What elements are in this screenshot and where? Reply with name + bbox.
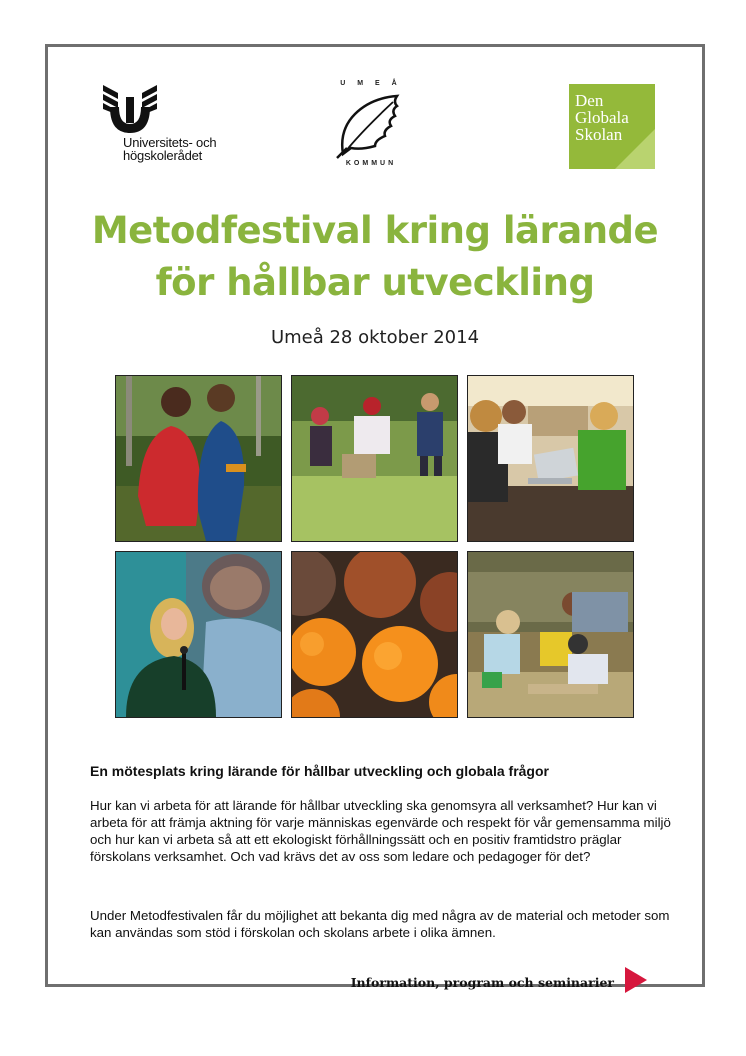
birch-leaf-icon — [331, 90, 411, 160]
gs-line1: Den — [575, 91, 604, 110]
festival-paragraph: Under Metodfestivalen får du möjlighet att bekanta dig med några av de material och metoder som kan användas som stöd i förskolan och skolans arbete i olika ämnen. — [90, 908, 670, 940]
group-laptops-photo — [467, 375, 634, 542]
event-date: Umeå 28 oktober 2014 — [270, 327, 480, 348]
play-arrow-icon[interactable] — [625, 967, 647, 993]
uhr-line2: högskolerådet — [123, 148, 203, 163]
singer-stage-photo — [115, 551, 282, 718]
gs-line2: Globala — [575, 108, 629, 127]
den-globala-skolan-logo — [569, 84, 655, 169]
page-title — [48, 205, 702, 309]
orange-muffins-photo — [291, 551, 458, 718]
intro-paragraph: Hur kan vi arbeta för att lärande för hållbar utveckling ska genomsyra all verksamhet? Hur kan vi arbeta för att främja aktning för varje människas egenvärde och respekt för vår gemensamma miljö och hur kan vi arbeta så att ett ekologiskt förhållningssätt och en positiv framtidstro präglar förskolans verksamhet. Och vad krävs det av oss som ledare och pedagoger för det? — [90, 798, 671, 864]
children-pond-photo — [467, 551, 634, 718]
title-line2: för hållbar utveckling — [155, 261, 595, 304]
uhr-emblem-icon — [100, 83, 160, 135]
info-link[interactable]: Information, program och seminarier — [350, 975, 614, 990]
uhr-logo-text — [123, 136, 216, 162]
kommun-label: KOMMUN — [345, 160, 397, 167]
section-heading: En mötesplats kring lärande för hållbar utveckling och globala frågor — [90, 763, 549, 779]
umea-label: U M E Å — [340, 80, 402, 87]
uhr-line1: Universitets- och — [123, 135, 217, 150]
children-meadow-photo — [291, 375, 458, 542]
two-girls-forest-photo — [115, 375, 282, 542]
den-globala-skolan-text — [575, 92, 629, 143]
document-page — [45, 44, 705, 990]
gs-line3: Skolan — [575, 125, 623, 144]
uhr-logo — [100, 83, 260, 169]
title-line1: Metodfestival kring lärande — [91, 209, 659, 252]
umea-kommun-logo — [331, 80, 411, 172]
